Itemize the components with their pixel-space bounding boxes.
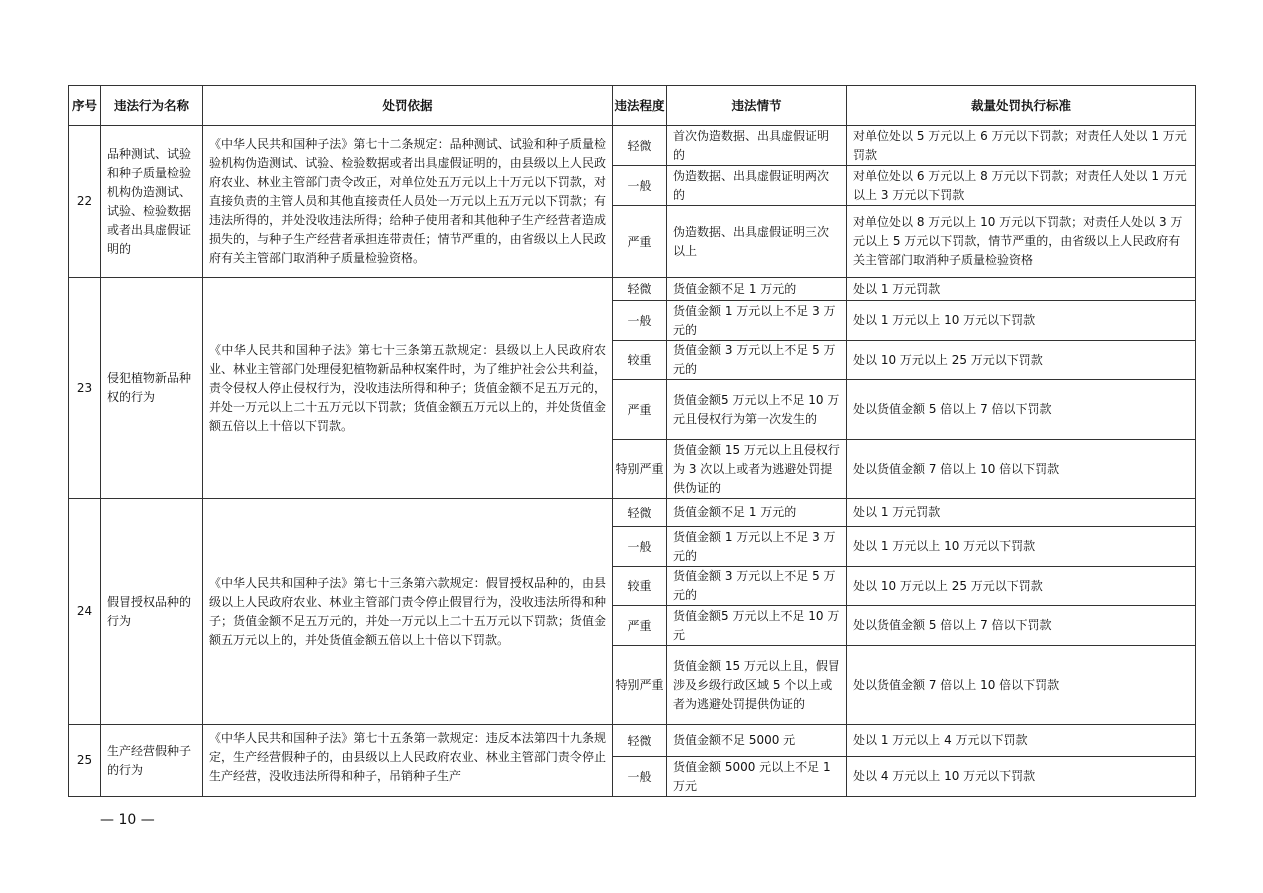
- table-row: [69, 725, 1196, 757]
- circumstance-cell: 首次伪造数据、出具虚假证明的: [667, 126, 847, 166]
- standard-cell: 处以货值金额 7 倍以上 10 倍以下罚款: [847, 646, 1196, 725]
- degree-cell: 轻微: [613, 499, 667, 527]
- standard-cell: 处以 1 万元以上 10 万元以下罚款: [847, 527, 1196, 567]
- circumstance-cell: 货值金额 1 万元以上不足 3 万元的: [667, 527, 847, 567]
- degree-cell: 一般: [613, 527, 667, 567]
- degree-cell: 严重: [613, 380, 667, 440]
- standard-cell: 处以 4 万元以上 10 万元以下罚款: [847, 757, 1196, 797]
- degree-cell: 较重: [613, 341, 667, 380]
- row-basis: 《中华人民共和国种子法》第七十三条第六款规定：假冒授权品种的，由县级以上人民政府农业、林业主管部门责令停止假冒行为，没收违法所得和种子；货值金额不足五万元的，并处一万元以上二十五万元以下罚款；货值金额五万元以上的，并处货值金额五倍以上十倍以下罚款。: [203, 499, 613, 725]
- header-standard: 裁量处罚执行标准: [847, 86, 1196, 126]
- standard-cell: 处以货值金额 7 倍以上 10 倍以下罚款: [847, 440, 1196, 499]
- row-name: 生产经营假种子的行为: [101, 725, 203, 797]
- standard-cell: 对单位处以 8 万元以上 10 万元以下罚款；对责任人处以 3 万元以上 5 万元以下罚款，情节严重的，由省级以上人民政府有关主管部门取消种子质量检验资格: [847, 206, 1196, 278]
- circumstance-cell: 货值金额 3 万元以上不足 5 万元的: [667, 567, 847, 606]
- row-name: 侵犯植物新品种权的行为: [101, 278, 203, 499]
- row-seq: 22: [69, 126, 101, 278]
- header-circumstance: 违法情节: [667, 86, 847, 126]
- circumstance-cell: 货值金额5 万元以上不足 10 万元且侵权行为第一次发生的: [667, 380, 847, 440]
- degree-cell: 轻微: [613, 126, 667, 166]
- row-basis: 《中华人民共和国种子法》第七十五条第一款规定：违反本法第四十九条规定，生产经营假种子的，由县级以上人民政府农业、林业主管部门责令停止生产经营，没收违法所得和种子，吊销种子生产: [203, 725, 613, 797]
- standard-cell: 对单位处以 6 万元以上 8 万元以下罚款；对责任人处以 1 万元以上 3 万元以下罚款: [847, 166, 1196, 206]
- row-seq: 25: [69, 725, 101, 797]
- table-row: [69, 126, 1196, 166]
- standard-cell: 对单位处以 5 万元以上 6 万元以下罚款；对责任人处以 1 万元罚款: [847, 126, 1196, 166]
- degree-cell: 特别严重: [613, 646, 667, 725]
- table-row: [69, 278, 1196, 301]
- penalty-standards-table: [68, 85, 1196, 797]
- header-name: 违法行为名称: [101, 86, 203, 126]
- header-degree: 违法程度: [613, 86, 667, 126]
- row-seq: 23: [69, 278, 101, 499]
- row-name: 假冒授权品种的行为: [101, 499, 203, 725]
- circumstance-cell: 货值金额5 万元以上不足 10 万元: [667, 606, 847, 646]
- standard-cell: 处以 1 万元以上 4 万元以下罚款: [847, 725, 1196, 757]
- standard-cell: 处以 1 万元以上 10 万元以下罚款: [847, 301, 1196, 341]
- header-basis: 处罚依据: [203, 86, 613, 126]
- circumstance-cell: 货值金额 15 万元以上且侵权行为 3 次以上或者为逃避处罚提供伪证的: [667, 440, 847, 499]
- standard-cell: 处以 1 万元罚款: [847, 278, 1196, 301]
- degree-cell: 轻微: [613, 725, 667, 757]
- header-seq: 序号: [69, 86, 101, 126]
- degree-cell: 特别严重: [613, 440, 667, 499]
- degree-cell: 一般: [613, 166, 667, 206]
- degree-cell: 较重: [613, 567, 667, 606]
- standard-cell: 处以 10 万元以上 25 万元以下罚款: [847, 341, 1196, 380]
- standard-cell: 处以货值金额 5 倍以上 7 倍以下罚款: [847, 606, 1196, 646]
- row-seq: 24: [69, 499, 101, 725]
- row-name: 品种测试、试验和种子质量检验机构伪造测试、试验、检验数据或者出具虚假证明的: [101, 126, 203, 278]
- degree-cell: 轻微: [613, 278, 667, 301]
- degree-cell: 一般: [613, 301, 667, 341]
- circumstance-cell: 货值金额不足 5000 元: [667, 725, 847, 757]
- standard-cell: 处以 1 万元罚款: [847, 499, 1196, 527]
- row-basis: 《中华人民共和国种子法》第七十三条第五款规定：县级以上人民政府农业、林业主管部门处理侵犯植物新品种权案件时，为了维护社会公共利益，责令侵权人停止侵权行为，没收违法所得和种子；货值金额不足五万元的，并处一万元以上二十五万元以下罚款；货值金额五万元以上的，并处货值金额五倍以上十倍以下罚款。: [203, 278, 613, 499]
- table-header-row: [69, 86, 1196, 126]
- page-number: — 10 —: [100, 812, 155, 828]
- circumstance-cell: 货值金额 15 万元以上且，假冒涉及乡级行政区域 5 个以上或者为逃避处罚提供伪证的: [667, 646, 847, 725]
- circumstance-cell: 伪造数据、出具虚假证明两次的: [667, 166, 847, 206]
- circumstance-cell: 货值金额 1 万元以上不足 3 万元的: [667, 301, 847, 341]
- circumstance-cell: 货值金额 5000 元以上不足 1 万元: [667, 757, 847, 797]
- degree-cell: 一般: [613, 757, 667, 797]
- circumstance-cell: 货值金额不足 1 万元的: [667, 499, 847, 527]
- degree-cell: 严重: [613, 206, 667, 278]
- degree-cell: 严重: [613, 606, 667, 646]
- circumstance-cell: 货值金额不足 1 万元的: [667, 278, 847, 301]
- table-row: [69, 499, 1196, 527]
- row-basis: 《中华人民共和国种子法》第七十二条规定：品种测试、试验和种子质量检验机构伪造测试、试验、检验数据或者出具虚假证明的，由县级以上人民政府农业、林业主管部门责令改正，对单位处五万元以上十万元以下罚款，对直接负责的主管人员和其他直接责任人员处一万元以上五万元以下罚款；有违法所得的，并处没收违法所得；给种子使用者和其他种子生产经营者造成损失的，与种子生产经营者承担连带责任；情节严重的，由省级以上人民政府有关主管部门取消种子质量检验资格。: [203, 126, 613, 278]
- circumstance-cell: 货值金额 3 万元以上不足 5 万元的: [667, 341, 847, 380]
- standard-cell: 处以 10 万元以上 25 万元以下罚款: [847, 567, 1196, 606]
- standard-cell: 处以货值金额 5 倍以上 7 倍以下罚款: [847, 380, 1196, 440]
- circumstance-cell: 伪造数据、出具虚假证明三次以上: [667, 206, 847, 278]
